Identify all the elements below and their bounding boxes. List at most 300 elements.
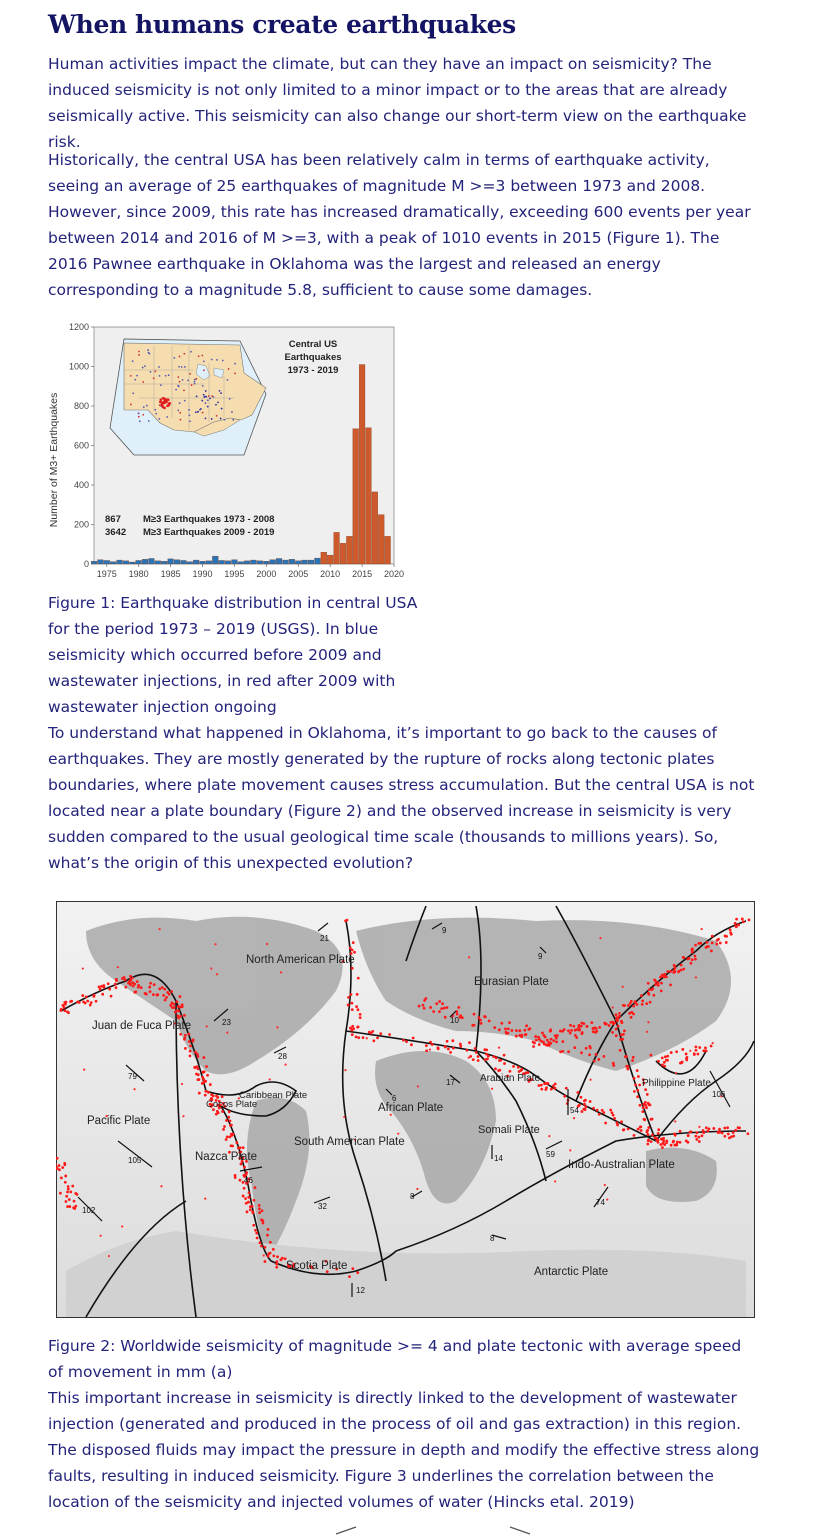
plate-label-juan-de-fuca: Juan de Fuca Plate	[92, 1020, 192, 1032]
map-quake-dot	[160, 384, 162, 386]
quake-dot	[474, 1047, 477, 1050]
map-quake-dot	[195, 378, 197, 380]
inset-title-line1: Central US	[288, 339, 338, 350]
quake-dot	[651, 1134, 654, 1137]
speed-46: 46	[244, 1176, 253, 1185]
quake-dot	[83, 1069, 85, 1071]
speed-59: 59	[546, 1150, 555, 1159]
quake-dot	[251, 1211, 254, 1214]
quake-dot	[585, 1025, 588, 1028]
map-quake-dot	[205, 396, 207, 398]
quake-dot	[510, 1029, 513, 1032]
quake-dot	[221, 1110, 224, 1113]
quake-dot	[176, 1000, 179, 1003]
map-quake-dot	[203, 394, 205, 396]
bar-1986	[174, 560, 180, 564]
quake-dot	[704, 1047, 707, 1050]
quake-dot	[284, 1064, 286, 1066]
quake-dot	[701, 1134, 704, 1137]
quake-dot	[266, 1234, 269, 1237]
quake-dot	[100, 1235, 102, 1237]
map-quake-dot	[200, 408, 202, 410]
quake-dot	[548, 1135, 550, 1137]
quake-dot	[101, 993, 104, 996]
quake-dot	[437, 1047, 440, 1050]
quake-dot	[729, 928, 732, 931]
quake-dot	[494, 1067, 497, 1070]
quake-dot	[206, 1025, 208, 1027]
quake-dot	[694, 944, 697, 947]
figure-1-chart	[44, 318, 414, 583]
speed-9b: 9	[538, 952, 543, 961]
quake-dot	[559, 1051, 562, 1054]
quake-dot	[242, 1146, 245, 1149]
quake-dot	[524, 1029, 527, 1032]
quake-dot	[644, 1101, 647, 1104]
bar-1975	[104, 560, 110, 564]
quake-dot	[275, 1266, 278, 1269]
bar-1976	[110, 562, 116, 564]
quake-dot	[638, 1084, 641, 1087]
quake-dot	[567, 1029, 570, 1032]
quake-dot	[444, 1046, 447, 1049]
y-tick-label: 1200	[68, 322, 89, 332]
quake-dot	[606, 1198, 608, 1200]
quake-dot	[440, 1007, 443, 1010]
speed-6: 6	[392, 1094, 397, 1103]
speed-12: 12	[356, 1286, 365, 1295]
map-quake-dot	[177, 385, 179, 387]
quake-dot	[132, 977, 134, 979]
x-tick-label: 2000	[256, 569, 277, 579]
bar-1999	[257, 561, 263, 564]
quake-dot	[347, 996, 350, 999]
quake-dot	[73, 1200, 76, 1203]
quake-dot	[580, 1025, 583, 1028]
quake-dot	[216, 973, 218, 975]
bar-1979	[129, 562, 135, 564]
quake-dot	[352, 941, 355, 944]
quake-dot	[646, 1133, 649, 1136]
quake-dot	[179, 1015, 182, 1018]
quake-dot	[639, 1104, 642, 1107]
quake-dot	[646, 1031, 648, 1033]
quake-dot	[256, 1237, 259, 1240]
quake-dot	[195, 1065, 198, 1068]
quake-dot	[402, 1039, 405, 1042]
quake-dot	[554, 1083, 557, 1086]
quake-dot	[276, 1255, 279, 1258]
quake-dot	[620, 1120, 623, 1123]
quake-dot	[575, 1036, 578, 1039]
quake-dot	[698, 1140, 701, 1143]
quake-dot	[486, 1058, 489, 1061]
quake-dot	[67, 1011, 70, 1014]
quake-dot	[263, 1254, 265, 1256]
quake-dot	[347, 1004, 350, 1007]
quake-dot	[694, 958, 697, 961]
quake-dot	[546, 1039, 549, 1042]
quake-dot	[90, 1001, 93, 1004]
map-quake-dot	[158, 366, 160, 368]
quake-dot	[78, 1001, 81, 1004]
map-quake-dot	[165, 375, 167, 377]
quake-dot	[204, 1094, 207, 1097]
quake-dot	[485, 1053, 488, 1056]
quake-dot	[593, 1060, 596, 1063]
quake-dot	[661, 1063, 664, 1066]
map-quake-dot	[194, 383, 196, 385]
quake-dot	[242, 1195, 245, 1198]
quake-dot	[646, 1129, 649, 1132]
quake-dot	[184, 1034, 187, 1037]
quake-dot	[647, 1102, 650, 1105]
map-quake-dot	[224, 419, 226, 421]
quake-dot	[584, 1108, 587, 1111]
x-tick-label: 2010	[320, 569, 341, 579]
map-quake-dot	[189, 420, 191, 422]
quake-dot	[702, 1129, 705, 1132]
quake-dot	[517, 1066, 520, 1069]
map-quake-dot	[180, 419, 182, 421]
quake-dot	[691, 958, 694, 961]
quake-dot	[615, 1034, 618, 1037]
quake-dot	[477, 1016, 480, 1019]
quake-dot	[685, 1058, 688, 1061]
quake-dot	[60, 1176, 63, 1179]
quake-dot	[418, 1005, 421, 1008]
quake-dot	[605, 1022, 608, 1025]
quake-dot	[258, 1204, 261, 1207]
map-quake-dot	[191, 384, 193, 386]
quake-dot	[352, 1027, 355, 1030]
bar-2007	[308, 560, 314, 564]
quake-dot	[84, 1002, 87, 1005]
quake-dot	[370, 1032, 373, 1035]
map-quake-dot	[138, 413, 140, 415]
quake-dot	[636, 1069, 639, 1072]
quake-dot	[673, 964, 676, 967]
bar-2005	[295, 561, 301, 564]
quake-dot	[249, 1208, 252, 1211]
quake-dot	[679, 1141, 682, 1144]
quake-dot	[538, 1043, 541, 1046]
quake-dot	[569, 1149, 571, 1151]
quake-dot	[239, 1179, 242, 1182]
quake-dot	[197, 1073, 200, 1076]
quake-dot	[357, 1008, 360, 1011]
quake-dot	[438, 1010, 441, 1013]
quake-dot	[234, 1176, 237, 1179]
quake-dot	[674, 1120, 676, 1122]
quake-dot	[189, 1044, 192, 1047]
quake-dot	[69, 1191, 72, 1194]
quake-dot	[124, 986, 127, 989]
speed-9a: 9	[442, 926, 447, 935]
quake-dot	[723, 1127, 726, 1130]
quake-dot	[261, 1209, 264, 1212]
quake-dot	[344, 1069, 346, 1071]
quake-dot	[488, 1019, 491, 1022]
map-quake-dot	[142, 414, 144, 416]
quake-dot	[580, 1051, 583, 1054]
bar-1992	[212, 556, 218, 564]
quake-dot	[675, 1072, 677, 1074]
quake-dot	[210, 967, 212, 969]
quake-dot	[459, 1016, 462, 1019]
quake-dot	[484, 1015, 487, 1018]
bar-1998	[251, 560, 257, 564]
map-quake-dot	[202, 412, 204, 414]
inset-title-line3: 1973 - 2019	[287, 365, 339, 376]
plate-label-scotia: Scotia Plate	[286, 1260, 348, 1272]
map-quake-dot	[207, 406, 209, 408]
bar-1988	[187, 562, 193, 564]
quake-dot	[721, 1132, 724, 1135]
quake-dot	[592, 1107, 595, 1110]
quake-dot	[621, 1038, 624, 1041]
quake-dot	[85, 995, 88, 998]
quake-dot	[473, 1024, 476, 1027]
quake-dot	[136, 980, 139, 983]
quake-dot	[477, 1059, 480, 1062]
quake-dot	[480, 1022, 483, 1025]
quake-dot	[66, 1191, 69, 1194]
oklahoma-quake-dot	[160, 398, 163, 401]
history-paragraph: Historically, the central USA has been relatively calm in terms of earthquake activity, seeing an average of 25 earthquakes of magnitude M >=3 between 1973 and 2008. However, since 2009, this rate has increased dramatically, exceeding 600 events per year between 2014 and 2016 of M >=3, with a peak of 1010 events in 2015 (Figure 1). The 2016 Pawnee earthquake in Oklahoma was the largest and released an energy corresponding to a magnitude 5.8, sufficient to cause some damages.	[48, 151, 751, 299]
quake-dot	[616, 1016, 619, 1019]
quake-dot	[672, 1140, 675, 1143]
quake-dot	[701, 928, 703, 930]
quake-dot	[68, 1198, 71, 1201]
quake-dot	[569, 1032, 572, 1035]
map-quake-dot	[220, 392, 222, 394]
quake-dot	[660, 982, 663, 985]
quake-dot	[711, 941, 714, 944]
quake-dot	[712, 1042, 714, 1044]
quake-dot	[625, 1055, 628, 1058]
quake-dot	[247, 1201, 250, 1204]
map-quake-dot	[221, 408, 223, 410]
oklahoma-quake-dot	[163, 402, 166, 405]
quake-dot	[163, 988, 166, 991]
quake-dot	[565, 1087, 568, 1090]
quake-dot	[654, 983, 657, 986]
quake-dot	[272, 1248, 275, 1251]
quake-dot	[632, 1005, 635, 1008]
quake-dot	[695, 1138, 698, 1141]
oklahoma-quake-dot	[159, 401, 162, 404]
quake-dot	[599, 937, 601, 939]
quake-dot	[276, 1026, 278, 1028]
quake-dot	[115, 986, 118, 989]
quake-dot	[559, 1030, 562, 1033]
y-axis-label: Number of M3+ Earthquakes	[48, 392, 60, 528]
quake-dot	[695, 976, 697, 978]
bar-1991	[206, 561, 212, 564]
quake-dot	[215, 1113, 218, 1116]
quake-dot	[492, 1055, 495, 1058]
map-quake-dot	[194, 381, 196, 383]
quake-dot	[673, 970, 676, 973]
quake-dot	[561, 1040, 564, 1043]
y-tick-label: 800	[73, 401, 89, 411]
quake-dot	[446, 1006, 449, 1009]
quake-dot	[275, 1260, 278, 1263]
quake-dot	[543, 1043, 546, 1046]
map-quake-dot	[201, 355, 203, 357]
quake-dot	[429, 1006, 432, 1009]
map-quake-dot	[130, 375, 132, 377]
oklahoma-quake-dot	[167, 398, 170, 401]
map-quake-dot	[154, 370, 156, 372]
quake-dot	[543, 1082, 546, 1085]
x-tick-label: 1990	[192, 569, 213, 579]
quake-dot	[515, 1035, 518, 1038]
plate-label-cocos: Cocos Plate	[206, 1099, 258, 1110]
causes-paragraph: To understand what happened in Oklahoma, it’s important to go back to the causes of earthquakes. They are mostly generated by the rupture of rocks along tectonic plates boundaries, where plate movement causes stress accumulation. But the central USA is not located near a plate boundary (Figure 2) and the observed increase in seismicity is very sudden compared to the usual geological time scale (thousands to millions years). So, what’s the origin of this unexpected evolution?	[48, 724, 755, 872]
quake-dot	[618, 1012, 621, 1015]
quake-dot	[70, 1000, 73, 1003]
quake-dot	[452, 1047, 455, 1050]
quake-dot	[149, 990, 152, 993]
quake-dot	[663, 1061, 666, 1064]
quake-dot	[435, 1002, 438, 1005]
quake-dot	[623, 1004, 626, 1007]
quake-dot	[222, 1128, 225, 1131]
quake-dot	[280, 971, 282, 973]
quake-dot	[248, 1196, 251, 1199]
quake-dot	[183, 1037, 186, 1040]
quake-dot	[107, 982, 110, 985]
map-quake-dot	[197, 411, 199, 413]
x-tick-label: 2015	[352, 569, 373, 579]
quake-dot	[680, 1061, 683, 1064]
quake-dot	[255, 1232, 258, 1235]
quake-dot	[160, 1185, 162, 1187]
map-quake-dot	[227, 379, 229, 381]
quake-dot	[580, 1096, 583, 1099]
quake-dot	[633, 1134, 636, 1137]
quake-dot	[598, 1026, 601, 1029]
quake-dot	[705, 1126, 708, 1129]
map-quake-dot	[198, 355, 200, 357]
injection-paragraph: This important increase in seismicity is directly linked to the development of wastewater injection (generated and produced in the process of oil and gas extraction) in this region. The disposed fluids may impact the pressure in depth and modify the effective stress along faults, resulting in induced seismicity. Figure 3 underlines the correlation between the location of the seismicity and injected volumes of water (Hincks etal. 2019)	[48, 1389, 760, 1511]
quake-dot	[518, 1034, 521, 1037]
figure-3-partial	[0, 1522, 826, 1539]
quake-dot	[617, 1025, 620, 1028]
quake-dot	[170, 990, 173, 993]
quake-dot	[248, 1191, 251, 1194]
quake-dot	[65, 1195, 68, 1198]
quake-dot	[537, 1084, 540, 1087]
quake-dot	[215, 1095, 218, 1098]
quake-dot	[598, 1113, 601, 1116]
quake-dot	[726, 1126, 729, 1129]
quake-dot	[590, 1021, 593, 1024]
bar-2018	[378, 515, 384, 564]
map-quake-dot	[188, 414, 190, 416]
quake-dot	[468, 1041, 471, 1044]
quake-dot	[379, 1032, 382, 1035]
quake-dot	[580, 1022, 583, 1025]
quake-dot	[641, 1003, 644, 1006]
quake-dot	[725, 941, 728, 944]
map-quake-dot	[195, 411, 197, 413]
quake-dot	[685, 1053, 688, 1056]
quake-dot	[357, 977, 360, 980]
map-quake-dot	[179, 356, 181, 358]
quake-dot	[198, 1078, 201, 1081]
quake-dot	[623, 1029, 626, 1032]
map-quake-dot	[155, 413, 157, 415]
map-quake-dot	[147, 349, 149, 351]
quake-dot	[61, 1166, 64, 1169]
quake-dot	[59, 1192, 62, 1195]
quake-dot	[60, 1008, 63, 1011]
quake-dot	[747, 1132, 750, 1135]
quake-dot	[727, 1132, 730, 1135]
map-quake-dot	[202, 385, 204, 387]
quake-dot	[554, 1087, 557, 1090]
quake-dot	[735, 918, 738, 921]
quake-dot	[82, 967, 84, 969]
plate-label-pacific: Pacific Plate	[87, 1115, 151, 1127]
quake-dot	[524, 1033, 527, 1036]
quake-dot	[682, 956, 685, 959]
map-quake-dot	[208, 395, 210, 397]
bar-1984	[161, 561, 167, 564]
quake-dot	[665, 975, 668, 978]
quake-dot	[641, 1000, 644, 1003]
quake-dot	[229, 1120, 232, 1123]
quake-dot	[554, 1034, 557, 1037]
quake-dot	[716, 939, 719, 942]
bar-1997	[244, 561, 250, 564]
plate-label-antarctic: Antarctic Plate	[534, 1266, 609, 1278]
quake-dot	[634, 1001, 637, 1004]
quake-dot	[680, 969, 683, 972]
speed-105: 105	[128, 1156, 142, 1165]
quake-dot	[251, 1205, 254, 1208]
quake-dot	[67, 1185, 70, 1188]
quake-dot	[604, 1184, 606, 1186]
x-tick-label: 1985	[160, 569, 181, 579]
map-quake-dot	[189, 373, 191, 375]
quake-dot	[168, 993, 171, 996]
x-tick-label: 1995	[224, 569, 245, 579]
quake-dot	[664, 1055, 667, 1058]
quake-dot	[694, 955, 697, 958]
quake-dot	[691, 951, 694, 954]
quake-dot	[645, 1002, 648, 1005]
bar-2003	[283, 560, 289, 564]
quake-dot	[417, 1085, 419, 1087]
quake-dot	[699, 942, 702, 945]
map-quake-dot	[138, 416, 140, 418]
quake-dot	[741, 918, 744, 921]
quake-dot	[71, 1185, 74, 1188]
map-quake-dot	[196, 395, 198, 397]
quake-dot	[351, 967, 354, 970]
quake-dot	[705, 1049, 708, 1052]
quake-dot	[665, 1139, 668, 1142]
quake-dot	[438, 1000, 441, 1003]
map-quake-dot	[184, 366, 186, 368]
quake-dot	[631, 1059, 634, 1062]
quake-dot	[397, 1133, 399, 1135]
quake-dot	[640, 1129, 643, 1132]
